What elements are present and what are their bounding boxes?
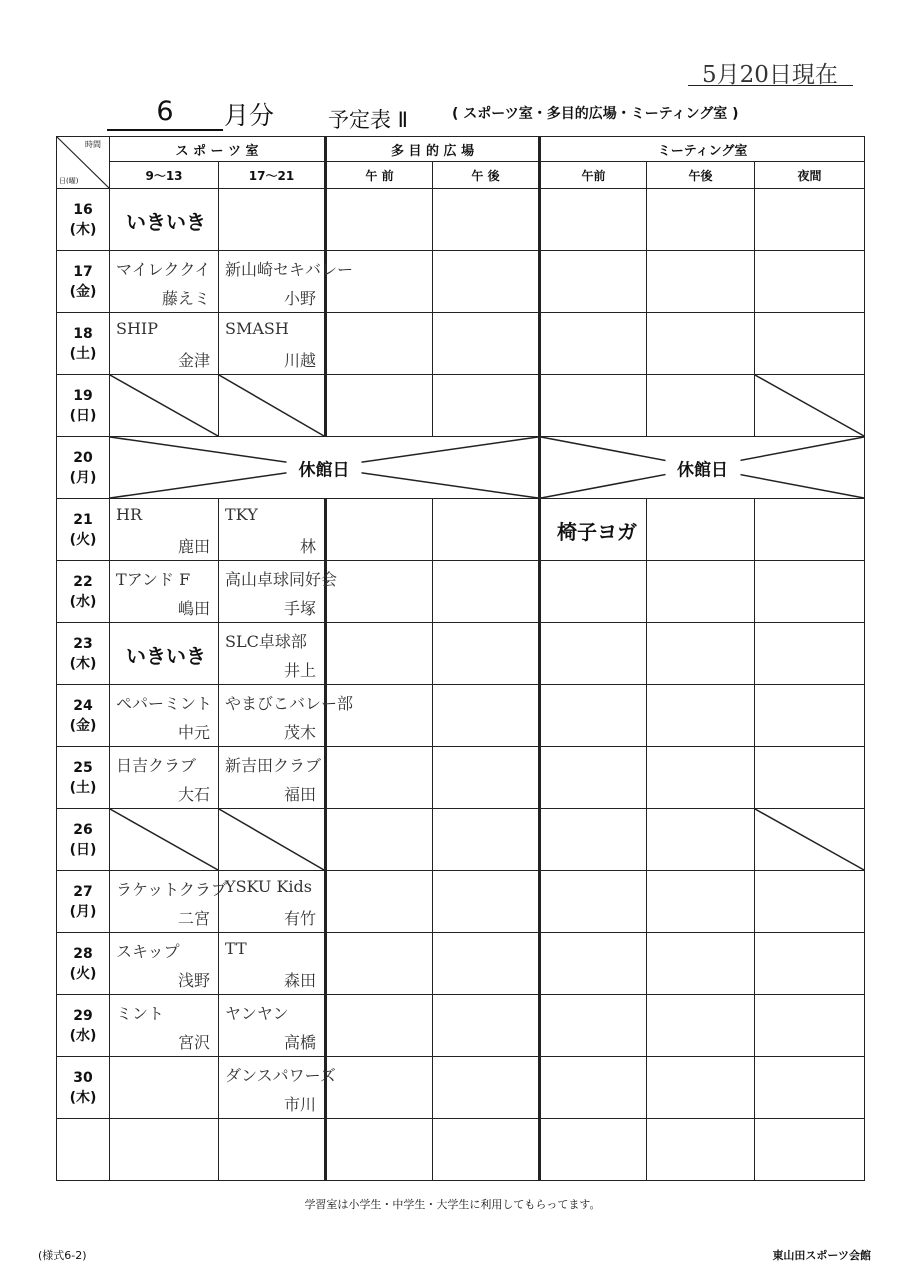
meeting-am-cell [540, 1119, 647, 1181]
sports-morning-cell [110, 313, 219, 375]
day-of-week: (火) [69, 531, 97, 548]
day-cell [57, 809, 110, 871]
day-number: 17 [73, 263, 93, 280]
day-of-week: (木) [69, 655, 97, 672]
plaza-pm-cell [433, 189, 540, 251]
sports-evening-cell [219, 995, 326, 1057]
meeting-pm-cell [647, 871, 755, 933]
sports-booking-group: 日吉クラブ [116, 756, 197, 775]
sports-evening-cell [219, 933, 326, 995]
day-row [57, 1057, 865, 1119]
sports-booking-group: マイレククイ [116, 260, 211, 279]
meeting-night-cell [755, 189, 865, 251]
sports-booking-group: SHIP [116, 319, 158, 338]
meeting-pm-cell [647, 685, 755, 747]
sports-booking-group: ペパーミント [116, 694, 213, 713]
sports-evening-cell [219, 809, 326, 871]
sports-evening-cell [219, 871, 326, 933]
sports-booking-contact: 林 [300, 537, 317, 556]
day-row [57, 561, 865, 623]
day-row [57, 1119, 865, 1181]
day-row [57, 685, 865, 747]
plaza-am-cell [326, 189, 433, 251]
plaza-pm-cell [433, 1119, 540, 1181]
header-row [57, 137, 865, 162]
meeting-am-cell [540, 313, 647, 375]
meeting-night-cell [755, 623, 865, 685]
meeting-am-cell [540, 685, 647, 747]
sports-morning-cell [110, 375, 219, 437]
meeting-pm-cell [647, 809, 755, 871]
day-rows [57, 189, 865, 1181]
meeting-am-cell [540, 251, 647, 313]
day-row [57, 933, 865, 995]
sports-booking-group: 新吉田クラブ [225, 756, 322, 775]
day-number: 20 [73, 449, 93, 466]
meeting-night-cell [755, 995, 865, 1057]
meeting-pm-cell [647, 1057, 755, 1119]
plaza-slot-am: 午 前 [326, 162, 433, 189]
sports-booking-group: SMASH [225, 319, 289, 338]
plaza-am-cell [326, 313, 433, 375]
meeting-pm-cell [647, 375, 755, 437]
plaza-am-cell [326, 499, 433, 561]
meeting-am-cell [540, 499, 647, 561]
corner-date-label: 日(曜) [59, 177, 79, 185]
sports-booking-group: ヤンヤン [225, 1004, 289, 1023]
sports-booking-group: TT [225, 939, 247, 958]
day-of-week: (土) [69, 345, 97, 362]
day-of-week: (月) [69, 903, 97, 920]
plaza-am-cell [326, 561, 433, 623]
sports-booking-group: HR [116, 505, 142, 524]
meeting-pm-cell [647, 623, 755, 685]
plaza-pm-cell [433, 809, 540, 871]
meeting-night-cell [755, 313, 865, 375]
day-number: 26 [73, 821, 93, 838]
sports-evening-cell [219, 747, 326, 809]
meeting-pm-cell [647, 251, 755, 313]
sports-booking-typed: いきいき [126, 210, 206, 234]
day-of-week: (金) [69, 283, 97, 300]
slot-header-row [57, 162, 865, 189]
sports-booking-group: SLC卓球部 [225, 632, 307, 651]
day-number: 25 [73, 759, 93, 776]
day-row [57, 251, 865, 313]
sports-morning-cell [110, 561, 219, 623]
day-row [57, 623, 865, 685]
meeting-am-cell [540, 933, 647, 995]
sports-booking-contact: 川越 [284, 351, 317, 370]
sports-evening-cell [219, 251, 354, 313]
day-of-week: (月) [69, 469, 97, 486]
meeting-pm-cell [647, 747, 755, 809]
meeting-night-cell [755, 871, 865, 933]
meeting-night-cell [755, 1057, 865, 1119]
day-row [57, 499, 865, 561]
sports-booking-group: ラケットクラブ [116, 880, 227, 899]
sports-booking-contact: 大石 [177, 785, 210, 804]
sports-booking-group: 新山崎セキバレー [225, 260, 354, 279]
sports-booking-group: 高山卓球同好会 [225, 570, 338, 589]
sports-evening-cell [219, 623, 326, 685]
day-number: 28 [73, 945, 93, 962]
sports-morning-cell [110, 933, 219, 995]
day-row [57, 995, 865, 1057]
meeting-slot-am: 午前 [540, 162, 647, 189]
meeting-night-cell [755, 933, 865, 995]
day-number: 19 [73, 387, 93, 404]
page-title: 予定表 Ⅱ [328, 108, 409, 132]
day-number: 23 [73, 635, 93, 652]
day-cell [57, 933, 110, 995]
plaza-am-cell [326, 809, 433, 871]
closed-diagonal [110, 809, 218, 870]
meeting-pm-cell [647, 499, 755, 561]
plaza-pm-cell [433, 561, 540, 623]
sports-booking-group: ダンスパワーズ [225, 1066, 336, 1085]
sports-booking-contact: 市川 [284, 1095, 317, 1114]
sports-booking-contact: 藤えミ [161, 289, 210, 308]
day-cell [57, 1119, 110, 1181]
plaza-am-cell [326, 685, 433, 747]
sports-booking-group: やまびこバレー部 [225, 694, 354, 713]
day-number: 30 [73, 1069, 93, 1086]
sports-booking-contact: 嶋田 [177, 599, 210, 618]
day-cell [57, 313, 110, 375]
day-cell [57, 251, 110, 313]
sports-evening-cell [219, 1057, 336, 1119]
plaza-am-cell [326, 995, 433, 1057]
day-of-week: (土) [69, 779, 97, 796]
sports-evening-cell [219, 1119, 326, 1181]
sports-booking-contact: 小野 [284, 289, 317, 308]
sports-booking-group: YSKU Kids [225, 877, 312, 896]
sports-booking-contact: 宮沢 [177, 1033, 210, 1052]
day-number: 18 [73, 325, 93, 342]
sports-booking-contact: 二宮 [177, 909, 210, 928]
meeting-closed-cell [540, 437, 865, 499]
day-row [57, 375, 865, 437]
sports-morning-cell [110, 1119, 219, 1181]
month-number: 6 [156, 96, 174, 127]
meeting-am-cell [540, 747, 647, 809]
day-cell [57, 189, 110, 251]
plaza-pm-cell [433, 499, 540, 561]
day-of-week: (火) [69, 965, 97, 982]
plaza-pm-cell [433, 1057, 540, 1119]
sports-booking-contact: 鹿田 [177, 537, 210, 556]
day-cell [57, 499, 110, 561]
plaza-am-cell [326, 933, 433, 995]
sports-morning-cell [110, 995, 219, 1057]
day-of-week: (水) [69, 1027, 97, 1044]
meeting-pm-cell [647, 561, 755, 623]
as-of-text: 5月20日現在 [702, 62, 838, 88]
sports-morning-cell [110, 747, 219, 809]
day-cell [57, 685, 110, 747]
sports-evening-cell [219, 499, 326, 561]
meeting-booking: 椅子ヨガ [557, 520, 638, 544]
day-row [57, 437, 865, 499]
meeting-pm-cell [647, 995, 755, 1057]
plaza-pm-cell [433, 313, 540, 375]
closed-diagonal [219, 375, 324, 436]
day-cell [57, 561, 110, 623]
meeting-am-cell [540, 871, 647, 933]
sports-evening-cell [219, 375, 326, 437]
closed-day-label: 休館日 [665, 455, 740, 480]
sports-morning-cell [110, 1057, 219, 1119]
meeting-night-cell [755, 251, 865, 313]
meeting-am-cell [540, 1057, 647, 1119]
sports-morning-cell [110, 809, 219, 871]
plaza-pm-cell [433, 685, 540, 747]
sports-closed-cell [110, 437, 540, 499]
sports-evening-cell [219, 189, 326, 251]
sports-booking-contact: 福田 [284, 785, 317, 804]
meeting-pm-cell [647, 933, 755, 995]
meeting-night-cell [755, 809, 865, 871]
meeting-night-cell [755, 375, 865, 437]
sports-evening-cell [219, 561, 338, 623]
sports-booking-contact: 金津 [177, 351, 210, 370]
sports-booking-group: ミント [116, 1004, 165, 1023]
footer-note: 学習室は小学生・中学生・大学生に利用してもらってます。 [304, 1198, 601, 1211]
plaza-am-cell [326, 251, 433, 313]
sports-booking-contact: 森田 [284, 971, 317, 990]
closed-diagonal [219, 809, 324, 870]
sports-morning-cell [110, 623, 219, 685]
sports-morning-cell [110, 189, 219, 251]
meeting-pm-cell [647, 1119, 755, 1181]
sports-morning-cell [110, 499, 219, 561]
sports-morning-cell [110, 685, 219, 747]
page-subtitle: ( スポーツ室・多目的広場・ミーティング室 ) [452, 106, 739, 122]
day-of-week: (水) [69, 593, 97, 610]
sports-booking-typed: いきいき [126, 644, 206, 668]
plaza-am-cell [326, 747, 433, 809]
sports-slot-evening: 17～21 [219, 162, 326, 189]
month-underline [107, 129, 223, 131]
meeting-room-header: ミーティング室 [540, 137, 865, 162]
form-number: (様式6-2) [38, 1249, 87, 1262]
sports-morning-cell [110, 251, 219, 313]
meeting-pm-cell [647, 313, 755, 375]
sports-evening-cell [219, 685, 354, 747]
meeting-am-cell [540, 995, 647, 1057]
day-cell [57, 375, 110, 437]
day-cell [57, 1057, 110, 1119]
plaza-pm-cell [433, 747, 540, 809]
day-number: 21 [73, 511, 93, 528]
day-row [57, 313, 865, 375]
sports-booking-contact: 浅野 [177, 971, 210, 990]
day-number: 24 [73, 697, 93, 714]
as-of-underline [688, 85, 853, 86]
day-number: 16 [73, 201, 93, 218]
sports-booking-group: TKY [225, 505, 258, 524]
closed-diagonal [755, 809, 864, 870]
as-of-date [688, 52, 853, 86]
sports-booking-contact: 有竹 [284, 909, 317, 928]
sports-booking-contact: 手塚 [284, 599, 317, 618]
meeting-night-cell [755, 747, 865, 809]
meeting-slot-night: 夜間 [755, 162, 865, 189]
meeting-pm-cell [647, 189, 755, 251]
plaza-am-cell [326, 871, 433, 933]
day-of-week: (日) [69, 407, 97, 424]
sports-booking-contact: 高橋 [284, 1033, 317, 1052]
meeting-night-cell [755, 685, 865, 747]
facility-name: 東山田スポーツ会館 [772, 1249, 871, 1262]
day-of-week: (金) [69, 717, 97, 734]
meeting-am-cell [540, 623, 647, 685]
meeting-am-cell [540, 375, 647, 437]
day-of-week: (日) [69, 841, 97, 858]
plaza-pm-cell [433, 995, 540, 1057]
plaza-pm-cell [433, 623, 540, 685]
sports-morning-cell [110, 871, 227, 933]
day-cell [57, 995, 110, 1057]
meeting-am-cell [540, 189, 647, 251]
sports-room-header: ス ポ ー ツ 室 [110, 137, 326, 162]
sports-booking-contact: 茂木 [284, 723, 317, 742]
meeting-am-cell [540, 561, 647, 623]
closed-day-label: 休館日 [287, 455, 362, 480]
day-row [57, 871, 865, 933]
plaza-header: 多 目 的 広 場 [326, 137, 540, 162]
day-cell [57, 871, 110, 933]
meeting-night-cell [755, 499, 865, 561]
header-corner [57, 137, 110, 189]
meeting-night-cell [755, 561, 865, 623]
day-cell [57, 747, 110, 809]
meeting-am-cell [540, 809, 647, 871]
plaza-slot-pm: 午 後 [433, 162, 540, 189]
corner-time-label: 時間 [85, 140, 101, 149]
meeting-night-cell [755, 1119, 865, 1181]
day-number: 29 [73, 1007, 93, 1024]
plaza-am-cell [326, 1119, 433, 1181]
month-suffix: 月分 [224, 101, 275, 130]
plaza-am-cell [326, 623, 433, 685]
plaza-am-cell [326, 375, 433, 437]
plaza-pm-cell [433, 933, 540, 995]
day-of-week: (木) [69, 221, 97, 238]
day-number: 22 [73, 573, 93, 590]
day-of-week: (木) [69, 1089, 97, 1106]
sports-booking-contact: 中元 [177, 723, 210, 742]
closed-diagonal [755, 375, 864, 436]
day-row [57, 809, 865, 871]
sports-booking-group: スキップ [116, 942, 180, 961]
sports-booking-group: Tアンド F [116, 570, 191, 589]
schedule-table [56, 136, 865, 1181]
day-row [57, 189, 865, 251]
day-number: 27 [73, 883, 93, 900]
plaza-pm-cell [433, 871, 540, 933]
meeting-slot-pm: 午後 [647, 162, 755, 189]
day-cell [57, 437, 110, 499]
plaza-pm-cell [433, 375, 540, 437]
sports-booking-contact: 井上 [284, 661, 317, 680]
day-row [57, 747, 865, 809]
plaza-am-cell [326, 1057, 433, 1119]
closed-diagonal [110, 375, 218, 436]
day-cell [57, 623, 110, 685]
sports-slot-morning: 9～13 [110, 162, 219, 189]
plaza-pm-cell [433, 251, 540, 313]
sports-evening-cell [219, 313, 326, 375]
